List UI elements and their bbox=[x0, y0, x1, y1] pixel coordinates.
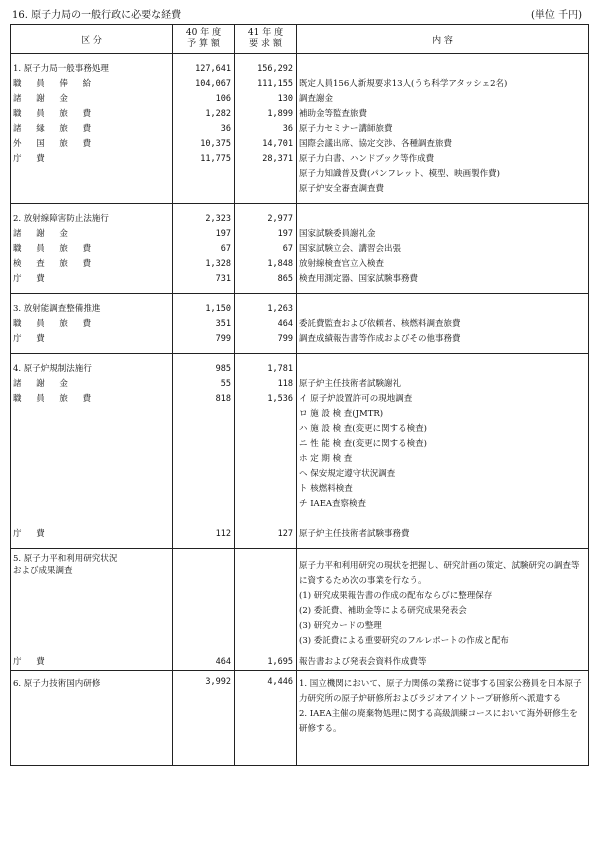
header-request-41: 41 年 度 要 求 額 bbox=[235, 25, 297, 54]
row-request-41 bbox=[235, 482, 297, 497]
row-budget-40: 104,067 bbox=[173, 77, 235, 92]
row-label: 庁 費 bbox=[11, 527, 173, 549]
row-label bbox=[11, 437, 173, 452]
row-label bbox=[11, 482, 173, 497]
page-title: 16. 原子力局の一般行政に必要な経費 bbox=[12, 10, 182, 21]
row-budget-40: 197 bbox=[173, 227, 235, 242]
row-note: 委託費監査および依頼者、核燃料調査旅費 bbox=[297, 317, 589, 332]
row-label: 諸 謝 金 bbox=[11, 92, 173, 107]
row-request-41 bbox=[235, 422, 297, 437]
table-row bbox=[11, 272, 589, 294]
row-note bbox=[297, 54, 589, 78]
section5-fee-r41: 1,695 bbox=[235, 649, 297, 671]
table-row bbox=[11, 437, 589, 452]
section6-r41: 4,446 bbox=[235, 671, 297, 761]
section6-label: 6. 原子力技術国内研修 bbox=[11, 671, 173, 761]
section5-fee-b40: 464 bbox=[173, 649, 235, 671]
row-label: 諸 謝 金 bbox=[11, 227, 173, 242]
row-request-41: 197 bbox=[235, 227, 297, 242]
row-note: 調査謝金 bbox=[297, 92, 589, 107]
row-request-41: 28,371 bbox=[235, 152, 297, 167]
row-label bbox=[11, 182, 173, 204]
row-request-41: 127 bbox=[235, 527, 297, 549]
row-budget-40: 2,323 bbox=[173, 204, 235, 228]
row-budget-40 bbox=[173, 422, 235, 437]
row-note: チ IAEA査察検査 bbox=[297, 497, 589, 512]
table-row bbox=[11, 294, 589, 318]
row-budget-40: 67 bbox=[173, 242, 235, 257]
row-label: 諸 縁 旅 費 bbox=[11, 122, 173, 137]
section6-description: 1. 国立機関において、原子力関係の業務に従事する国家公務員を日本原子力研究所の原子炉研修所およびラジオアイソトープ研修所へ派遣する 2. IAEA主催の廃棄物処理に関する高級訓練コースにおいて海外研修生を研修する。 bbox=[297, 671, 589, 761]
row-request-41 bbox=[235, 467, 297, 482]
row-request-41: 118 bbox=[235, 377, 297, 392]
row-request-41: 14,701 bbox=[235, 137, 297, 152]
row-budget-40 bbox=[173, 497, 235, 512]
row-label: 職 員 旅 費 bbox=[11, 242, 173, 257]
row-request-41: 130 bbox=[235, 92, 297, 107]
row-budget-40: 1,328 bbox=[173, 257, 235, 272]
row-budget-40 bbox=[173, 437, 235, 452]
row-budget-40: 1,150 bbox=[173, 294, 235, 318]
table-row bbox=[11, 332, 589, 354]
row-request-41: 799 bbox=[235, 332, 297, 354]
row-label: 4. 原子炉規制法施行 bbox=[11, 354, 173, 378]
table-row bbox=[11, 512, 589, 527]
table-row bbox=[11, 452, 589, 467]
row-request-41: 2,977 bbox=[235, 204, 297, 228]
row-label: 庁 費 bbox=[11, 152, 173, 167]
row-note bbox=[297, 512, 589, 527]
table-row bbox=[11, 317, 589, 332]
row-budget-40: 11,775 bbox=[173, 152, 235, 167]
row-note: 国家試験委員謝礼金 bbox=[297, 227, 589, 242]
row-note: 放射線検査官立入検査 bbox=[297, 257, 589, 272]
table-row bbox=[11, 497, 589, 512]
header-content: 内 容 bbox=[297, 25, 589, 54]
row-budget-40: 985 bbox=[173, 354, 235, 378]
row-note: ロ 施 設 検 査(JMTR) bbox=[297, 407, 589, 422]
row-note: ヘ 保安規定遵守状況調査 bbox=[297, 467, 589, 482]
row-budget-40: 818 bbox=[173, 392, 235, 407]
table-row bbox=[11, 152, 589, 167]
table-row bbox=[11, 182, 589, 204]
row-request-41: 1,899 bbox=[235, 107, 297, 122]
table-row bbox=[11, 167, 589, 182]
row-label: 外 国 旅 費 bbox=[11, 137, 173, 152]
row-request-41: 36 bbox=[235, 122, 297, 137]
row-note: 原子炉主任技術者試験謝礼 bbox=[297, 377, 589, 392]
row-note bbox=[297, 204, 589, 228]
row-note: ト 核燃料検査 bbox=[297, 482, 589, 497]
section5-label: 5. 原子力平和利用研究状況 および成果調査 bbox=[11, 549, 173, 650]
table-row bbox=[11, 467, 589, 482]
row-budget-40 bbox=[173, 452, 235, 467]
unit-label: (単位 千円) bbox=[531, 10, 582, 21]
header-budget-40: 40 年 度 予 算 額 bbox=[173, 25, 235, 54]
row-note: ニ 性 能 検 査(変更に関する検査) bbox=[297, 437, 589, 452]
row-budget-40: 1,282 bbox=[173, 107, 235, 122]
table-row bbox=[11, 92, 589, 107]
section5-item: (3) 委託費による重要研究のフルレポートの作成と配布 bbox=[299, 636, 509, 646]
row-budget-40: 799 bbox=[173, 332, 235, 354]
row-note: 原子力知識普及費(パンフレット、模型、映画製作費) bbox=[297, 167, 589, 182]
row-label: 検 査 旅 費 bbox=[11, 257, 173, 272]
row-label bbox=[11, 497, 173, 512]
row-label: 職 員 旅 費 bbox=[11, 317, 173, 332]
row-budget-40 bbox=[173, 182, 235, 204]
row-request-41: 1,781 bbox=[235, 354, 297, 378]
section5-item: (3) 研究カードの整理 bbox=[299, 621, 382, 631]
row-note: ハ 施 設 検 査(変更に関する検査) bbox=[297, 422, 589, 437]
row-label: 庁 費 bbox=[11, 272, 173, 294]
row-note: イ 原子炉設置許可の現地調査 bbox=[297, 392, 589, 407]
row-note: 原子力セミナー講師旅費 bbox=[297, 122, 589, 137]
row-label bbox=[11, 512, 173, 527]
section5-item: (1) 研究成果報告書の作成の配布ならびに整理保存 bbox=[299, 591, 493, 601]
table-row bbox=[11, 422, 589, 437]
section6-b40: 3,992 bbox=[173, 671, 235, 761]
row-budget-40: 55 bbox=[173, 377, 235, 392]
row-note: 調査成績報告書等作成およびその他事務費 bbox=[297, 332, 589, 354]
row-budget-40 bbox=[173, 167, 235, 182]
table-row bbox=[11, 527, 589, 549]
table-row bbox=[11, 257, 589, 272]
row-request-41: 1,263 bbox=[235, 294, 297, 318]
row-request-41: 1,848 bbox=[235, 257, 297, 272]
section5-fee-label: 庁 費 bbox=[11, 649, 173, 671]
row-budget-40: 106 bbox=[173, 92, 235, 107]
table-row bbox=[11, 122, 589, 137]
row-budget-40 bbox=[173, 407, 235, 422]
table-row bbox=[11, 204, 589, 228]
row-budget-40: 112 bbox=[173, 527, 235, 549]
row-budget-40 bbox=[173, 467, 235, 482]
row-budget-40: 731 bbox=[173, 272, 235, 294]
row-request-41: 67 bbox=[235, 242, 297, 257]
table-row bbox=[11, 377, 589, 392]
row-request-41: 1,536 bbox=[235, 392, 297, 407]
table-row bbox=[11, 242, 589, 257]
row-request-41: 464 bbox=[235, 317, 297, 332]
row-request-41 bbox=[235, 167, 297, 182]
row-note: 既定人員156人新規要求13人(うち科学アタッシェ2名) bbox=[297, 77, 589, 92]
row-budget-40: 351 bbox=[173, 317, 235, 332]
row-request-41 bbox=[235, 512, 297, 527]
section5-description: 原子力平和利用研究の現状を把握し、研究計画の策定、試験研究の調査等に資するため次の事業を行なう。 (1) 研究成果報告書の作成の配布ならびに整理保存 (2) 委託費、補助金等による研究成果発表会 (3) 研究カードの整理 (3) 委託費による重要研究のフルレポートの作成と配布 bbox=[297, 549, 589, 650]
row-label: 諸 謝 金 bbox=[11, 377, 173, 392]
row-label: 職 員 旅 費 bbox=[11, 107, 173, 122]
row-note: 原子炉安全審査調査費 bbox=[297, 182, 589, 204]
row-request-41: 111,155 bbox=[235, 77, 297, 92]
row-label bbox=[11, 467, 173, 482]
row-request-41 bbox=[235, 437, 297, 452]
budget-table bbox=[10, 24, 589, 766]
row-label: 職 員 旅 費 bbox=[11, 392, 173, 407]
row-label: 2. 放射線障害防止法施行 bbox=[11, 204, 173, 228]
row-budget-40: 36 bbox=[173, 122, 235, 137]
row-label bbox=[11, 422, 173, 437]
table-row bbox=[11, 407, 589, 422]
table-row bbox=[11, 482, 589, 497]
row-note: 国際会議出席、協定交渉、各種調査旅費 bbox=[297, 137, 589, 152]
row-label bbox=[11, 452, 173, 467]
row-note: 原子力白書、ハンドブック等作成費 bbox=[297, 152, 589, 167]
row-request-41: 865 bbox=[235, 272, 297, 294]
row-request-41: 156,292 bbox=[235, 54, 297, 78]
table-row bbox=[11, 77, 589, 92]
row-label bbox=[11, 167, 173, 182]
row-note bbox=[297, 294, 589, 318]
table-row bbox=[11, 137, 589, 152]
row-note: 補助金等監査旅費 bbox=[297, 107, 589, 122]
table-row bbox=[11, 107, 589, 122]
table-row bbox=[11, 227, 589, 242]
row-label: 職 員 俸 給 bbox=[11, 77, 173, 92]
row-budget-40 bbox=[173, 482, 235, 497]
row-label: 庁 費 bbox=[11, 332, 173, 354]
row-budget-40: 127,641 bbox=[173, 54, 235, 78]
row-budget-40: 10,375 bbox=[173, 137, 235, 152]
row-request-41 bbox=[235, 182, 297, 204]
section5-item: (2) 委託費、補助金等による研究成果発表会 bbox=[299, 606, 467, 616]
row-label: 3. 放射能調査整備推進 bbox=[11, 294, 173, 318]
row-note: ホ 定 期 検 査 bbox=[297, 452, 589, 467]
header-category: 区 分 bbox=[11, 25, 173, 54]
row-note: 検査用測定器、国家試験事務費 bbox=[297, 272, 589, 294]
section5-fee-note: 報告書および発表会資料作成費等 bbox=[297, 649, 589, 671]
row-note: 原子炉主任技術者試験事務費 bbox=[297, 527, 589, 549]
table-row bbox=[11, 354, 589, 378]
row-note: 国家試験立会、講習会出張 bbox=[297, 242, 589, 257]
row-label: 1. 原子力局一般事務処理 bbox=[11, 54, 173, 78]
table-row bbox=[11, 54, 589, 78]
row-request-41 bbox=[235, 407, 297, 422]
row-note bbox=[297, 354, 589, 378]
row-request-41 bbox=[235, 497, 297, 512]
row-budget-40 bbox=[173, 512, 235, 527]
table-row bbox=[11, 392, 589, 407]
row-request-41 bbox=[235, 452, 297, 467]
row-label bbox=[11, 407, 173, 422]
